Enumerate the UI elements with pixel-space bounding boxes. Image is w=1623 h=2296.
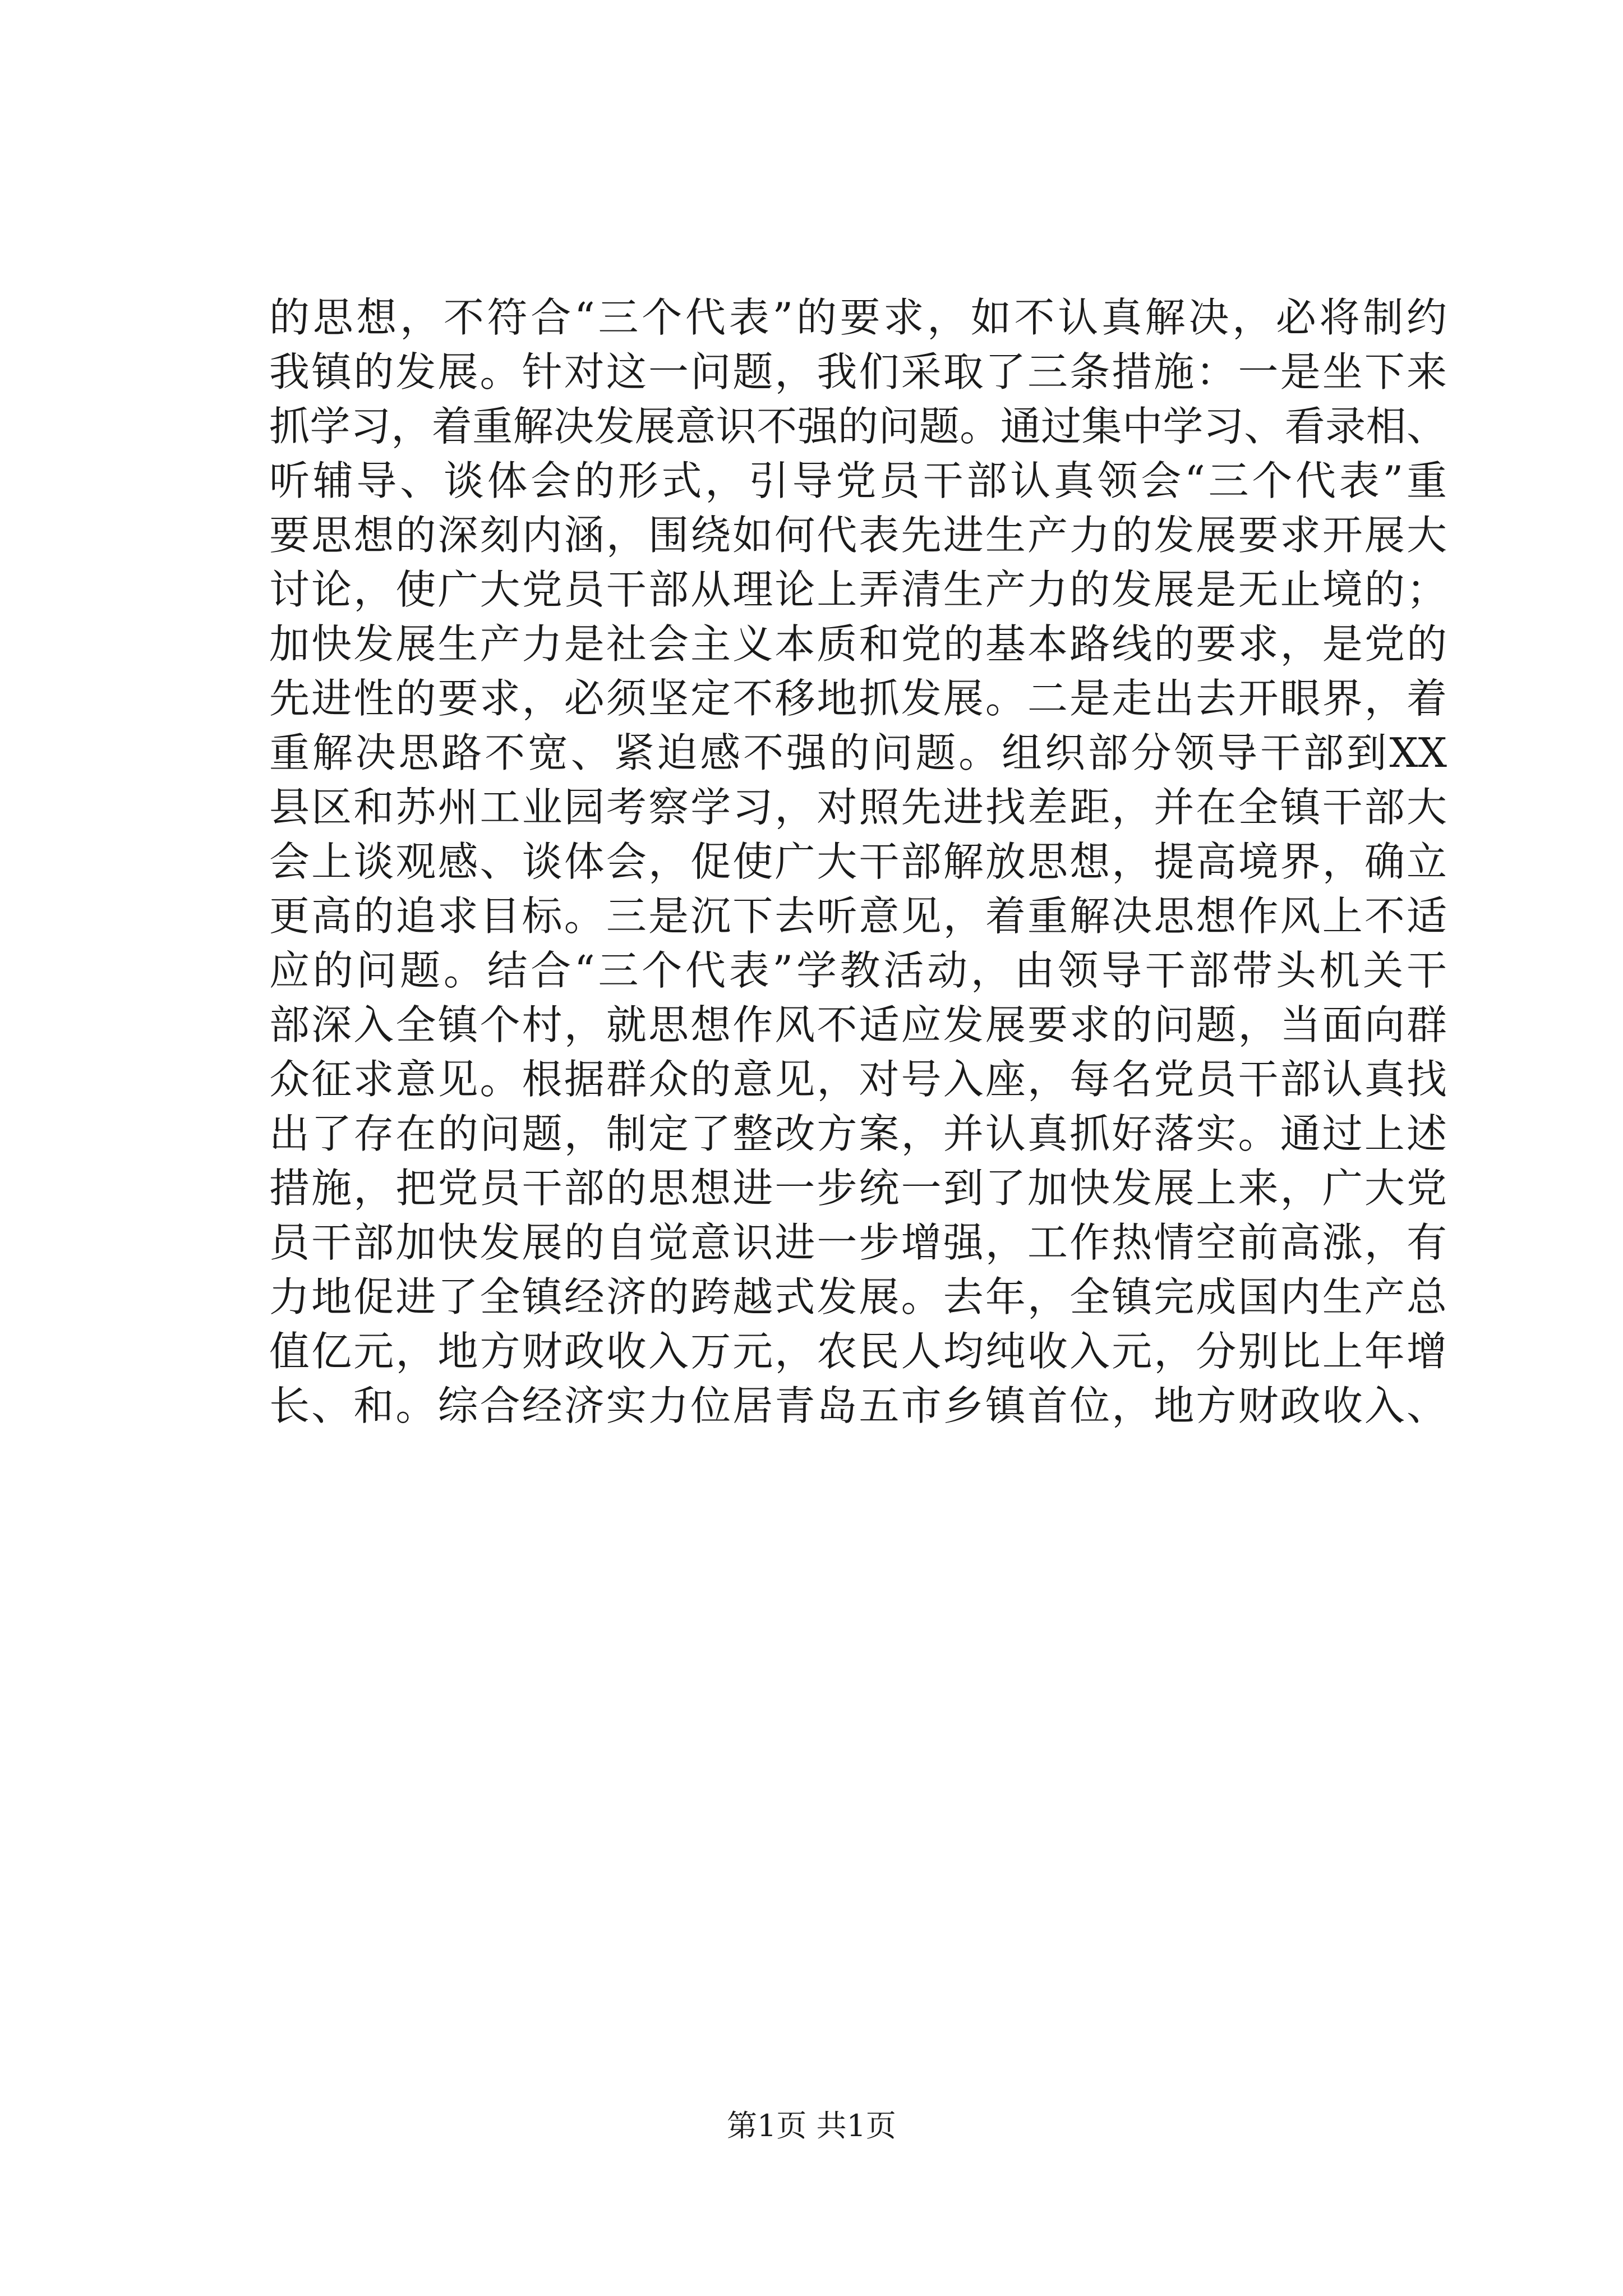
- text-line: 加快发展生产力是社会主义本质和党的基本路线的要求，是党的: [269, 620, 1447, 668]
- text-line: 值亿元，地方财政收入万元，农民人均纯收入元，分别比上年增: [269, 1328, 1447, 1375]
- body-paragraph: [269, 291, 1447, 1433]
- text-line: 会上谈观感、谈体会，促使广大干部解放思想，提高境界，确立: [269, 838, 1447, 885]
- text-line: 力地促进了全镇经济的跨越式发展。去年，全镇完成国内生产总: [269, 1273, 1447, 1320]
- text-line: 讨论，使广大党员干部从理论上弄清生产力的发展是无止境的；: [269, 566, 1447, 613]
- text-line: 县区和苏州工业园考察学习，对照先进找差距，并在全镇干部大: [269, 784, 1447, 831]
- page-footer: 第1页 共1页: [727, 2108, 896, 2143]
- text-line: 抓学习，着重解决发展意识不强的问题。通过集中学习、看录相、: [269, 403, 1447, 450]
- text-line: 众征求意见。根据群众的意见，对号入座，每名党员干部认真找: [269, 1056, 1447, 1103]
- text-line: 员干部加快发展的自觉意识进一步增强，工作热情空前高涨，有: [269, 1219, 1447, 1266]
- text-line: 听辅导、谈体会的形式，引导党员干部认真领会“三个代表”重: [269, 457, 1447, 504]
- text-line: 应的问题。结合“三个代表”学教活动，由领导干部带头机关干: [269, 947, 1447, 994]
- text-line: 更高的追求目标。三是沉下去听意见，着重解决思想作风上不适: [269, 892, 1447, 940]
- text-line: 重解决思路不宽、紧迫感不强的问题。组织部分领导干部到XX: [269, 729, 1447, 776]
- text-line: 部深入全镇个村，就思想作风不适应发展要求的问题，当面向群: [269, 1001, 1447, 1048]
- text-line: 我镇的发展。针对这一问题，我们采取了三条措施：一是坐下来: [269, 348, 1447, 395]
- text-line: 出了存在的问题，制定了整改方案，并认真抓好落实。通过上述: [269, 1110, 1447, 1157]
- text-line: 长、和。综合经济实力位居青岛五市乡镇首位，地方财政收入、: [269, 1382, 1447, 1429]
- text-line: 先进性的要求，必须坚定不移地抓发展。二是走出去开眼界，着: [269, 675, 1447, 722]
- text-line: 要思想的深刻内涵，围绕如何代表先进生产力的发展要求开展大: [269, 512, 1447, 559]
- text-line: 措施，把党员干部的思想进一步统一到了加快发展上来，广大党: [269, 1165, 1447, 1212]
- text-line: 的思想，不符合“三个代表”的要求，如不认真解决，必将制约: [269, 294, 1447, 341]
